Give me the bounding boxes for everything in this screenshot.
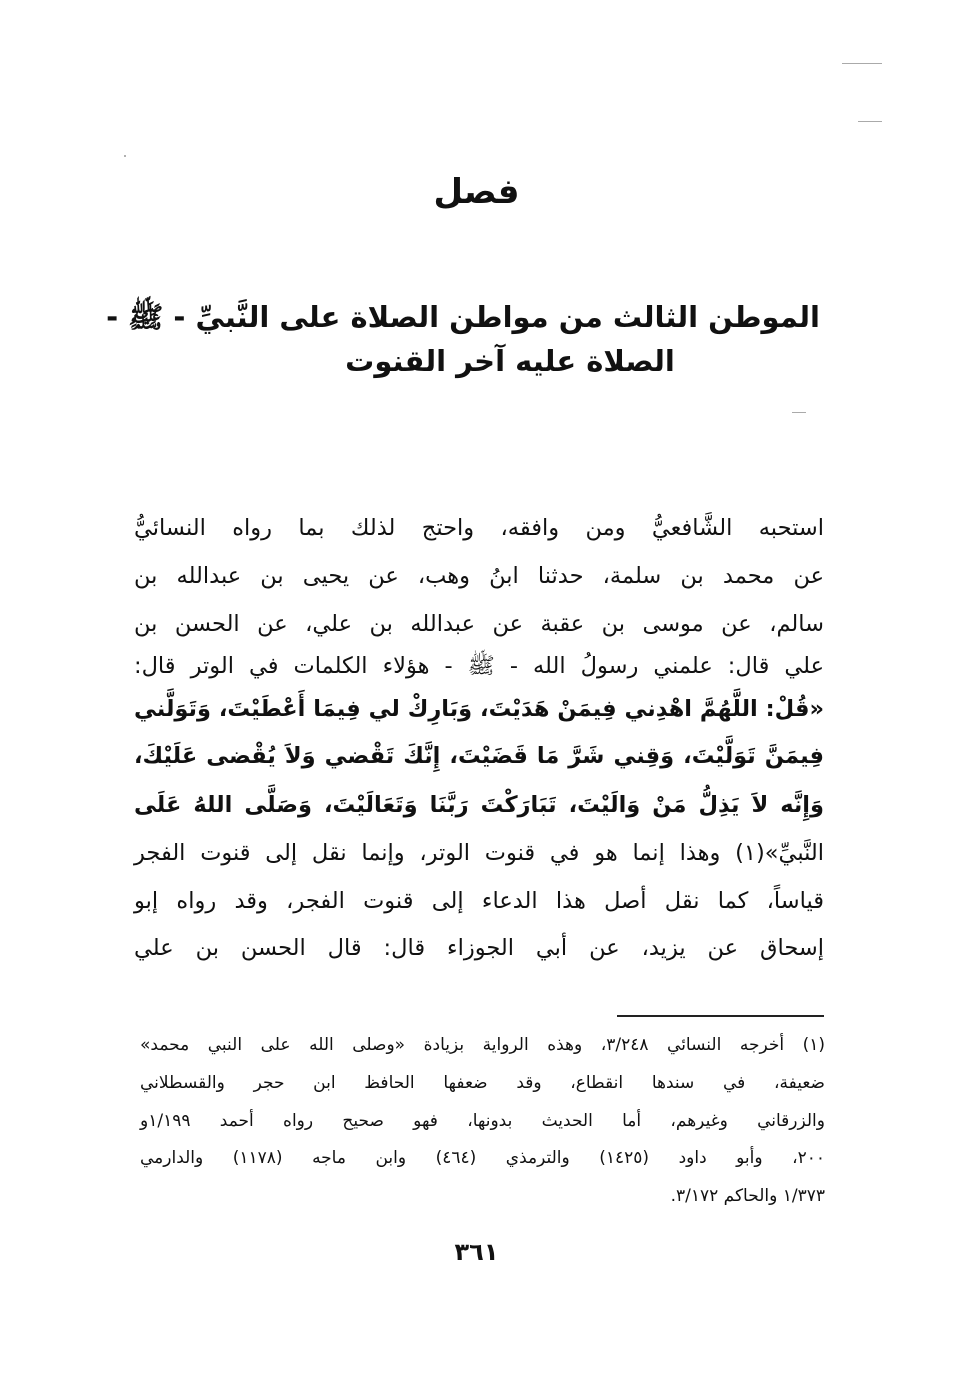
body-line: علي قال: علمني رسولُ الله - ﷺ - هؤلاء الكلمات في الوتر قال: bbox=[134, 653, 824, 679]
hadith-line: وَإِنَّه لاَ يَذِلُّ مَنْ وَالَيْتَ، تَبَارَكْتَ رَبَّنَا وَتَعَالَيْتَ، وَصَلَّى اللهُ عَلَى bbox=[134, 792, 824, 818]
hadith-line: «قُلْ: اللَّهُمَّ اهْدِني فِيمَنْ هَدَيْتَ، وَبَارِكْ لي فِيمَا أَعْطَيْتَ، وَتَوَلَّني bbox=[134, 696, 824, 722]
chapter-title: فصل bbox=[433, 172, 520, 212]
section-heading-line-2: الصلاة عليه آخر القنوت bbox=[345, 344, 675, 378]
scan-speck bbox=[124, 155, 126, 157]
scan-edge-mark bbox=[858, 121, 882, 122]
footnote-line: ٢٠٠، وأبو داود (١٤٢٥) والترمذي (٤٦٤) وابن ماجه (١١٧٨) والدارمي bbox=[140, 1148, 825, 1168]
body-line: سالم، عن موسى بن عقبة عن عبدالله بن علي، عن الحسن بن bbox=[134, 611, 824, 637]
scan-edge-mark bbox=[842, 63, 882, 64]
body-line: إسحاق عن يزيد، عن أبي الجوزاء قال: قال الحسن بن علي bbox=[134, 935, 824, 961]
body-line: قياساً، كما نقل أصل هذا الدعاء إلى قنوت الفجر، وقد رواه إبو bbox=[134, 888, 824, 914]
footnote-line: ضعيفة، في سندها انقطاع، وقد ضعفها الحافظ ابن حجر والقسطلاني bbox=[140, 1073, 825, 1093]
scan-edge-mark bbox=[792, 412, 806, 413]
body-line: عن محمد بن سلمة، حدثنا ابنُ وهب، عن يحيى بن عبدالله بن bbox=[134, 563, 824, 589]
section-heading-line-1: الموطن الثالث من مواطن الصلاة على النَّبيِّ - ﷺ - bbox=[106, 300, 820, 334]
hadith-line: فِيمَنَّ تَوَلَّيْتَ، وَقِني شَرَّ مَا قَضَيْتَ، إِنَّكَ تَقْضي وَلاَ يُقْضى عَلَيْكَ، bbox=[134, 743, 824, 769]
footnote-separator bbox=[617, 1015, 824, 1017]
body-line: استحبه الشَّافعيُّ ومن وافقه، واحتج لذلك بما رواه النسائيُّ bbox=[134, 515, 824, 541]
footnote-line: والزرقاني وغيرهم، أما الحديث بدونها، فهو صحيح رواه أحمد ١/١٩٩و bbox=[140, 1111, 825, 1131]
footnote-line: ١/٣٧٣ والحاكم ٣/١٧٢. bbox=[670, 1186, 825, 1206]
footnote-line: (١) أخرجه النسائي ٣/٢٤٨، وهذه الرواية بزيادة «وصلى الله على النبي محمد» bbox=[140, 1035, 825, 1055]
body-line: النَّبيِّ»(١) وهذا إنما هو في قنوت الوتر، وإنما نقل إلى قنوت الفجر bbox=[134, 840, 824, 866]
page-number: ٣٦١ bbox=[454, 1238, 499, 1266]
